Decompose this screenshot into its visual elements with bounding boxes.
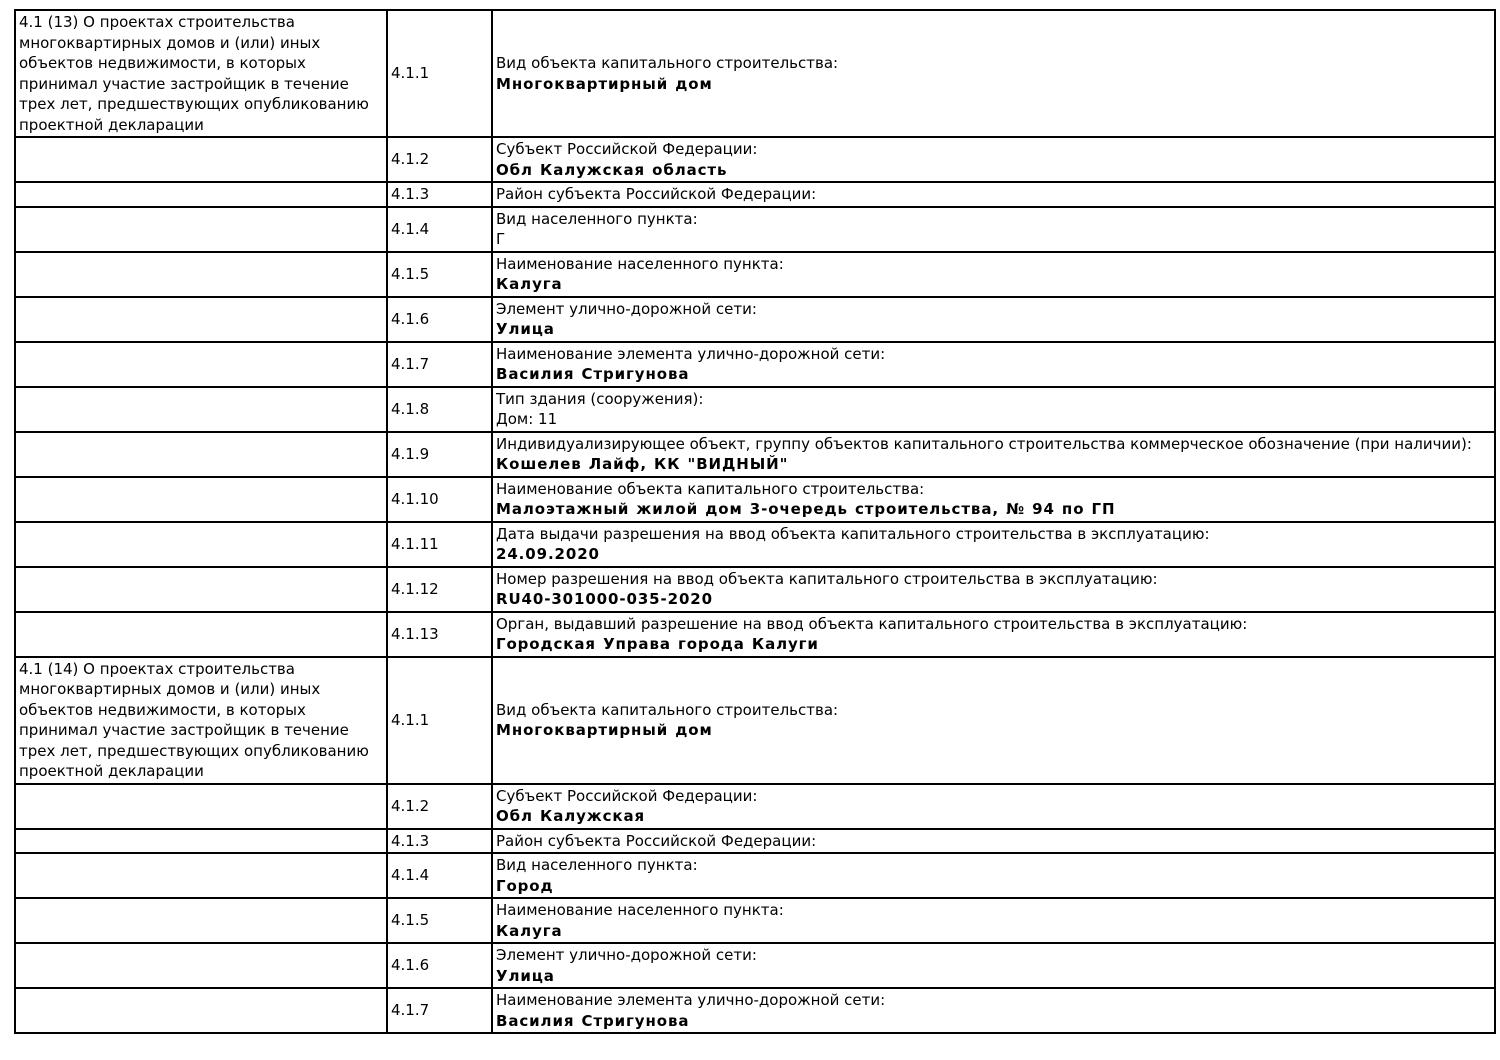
row-number-cell: 4.1.4 xyxy=(387,853,492,898)
field-value: Обл Калужская xyxy=(496,807,646,825)
row-number-cell: 4.1.3 xyxy=(387,829,492,854)
section-header-cell xyxy=(15,342,387,387)
field-value: Василия Стригунова xyxy=(496,1011,690,1030)
field-label: Элемент улично-дорожной сети: xyxy=(496,946,757,964)
field-label: Наименование элемента улично-дорожной сети: xyxy=(496,344,886,363)
section-header-cell xyxy=(15,522,387,567)
section-header-cell xyxy=(15,853,387,898)
section-header-cell: 4.1 (14) О проектах строительства многоквартирных домов и (или) иных объектов недвижимости, в которых принимал участие застройщик в течение трех лет, предшествующих опубликованию проектной декларации xyxy=(15,657,387,784)
row-number-cell: 4.1.7 xyxy=(387,342,492,387)
section-header-cell xyxy=(15,988,387,1033)
table-row xyxy=(15,137,1495,182)
field-value: Василия Стригунова xyxy=(496,365,690,383)
row-number-cell: 4.1.9 xyxy=(387,432,492,477)
row-content-cell xyxy=(492,853,1495,898)
section-header-cell xyxy=(15,943,387,988)
section-header-cell xyxy=(15,252,387,297)
row-content-cell xyxy=(492,829,1495,854)
field-value: RU40-301000-035-2020 xyxy=(496,590,713,608)
row-number-cell: 4.1.6 xyxy=(387,297,492,342)
section-header-cell: 4.1 (13) О проектах строительства многоквартирных домов и (или) иных объектов недвижимости, в которых принимал участие застройщик в течение трех лет, предшествующих опубликованию проектной декларации xyxy=(15,10,387,137)
field-label: Вид объекта капитального строительства: xyxy=(496,700,839,719)
field-value: Калуга xyxy=(496,275,563,293)
declaration-table xyxy=(14,9,1496,1034)
field-label: Элемент улично-дорожной сети: xyxy=(496,299,757,318)
row-content-cell xyxy=(492,988,1495,1033)
table-row xyxy=(15,432,1495,477)
field-label: Район субъекта Российской Федерации: xyxy=(496,185,817,203)
table-row xyxy=(15,252,1495,297)
section-header-cell xyxy=(15,567,387,612)
field-value: Кошелев Лайф, КК "ВИДНЫЙ" xyxy=(496,455,789,473)
table-row xyxy=(15,477,1495,522)
field-label: Субъект Российской Федерации: xyxy=(496,140,758,158)
row-number-cell: 4.1.11 xyxy=(387,522,492,567)
field-value: Дом: 11 xyxy=(496,410,558,428)
row-content-cell xyxy=(492,943,1495,988)
field-value: Улица xyxy=(496,966,555,985)
table-row xyxy=(15,567,1495,612)
field-value: Многоквартирный дом xyxy=(496,721,713,739)
field-label: Наименование населенного пункта: xyxy=(496,254,784,273)
row-number-cell: 4.1.5 xyxy=(387,252,492,297)
row-number-cell: 4.1.10 xyxy=(387,477,492,522)
section-header-cell xyxy=(15,432,387,477)
row-number-cell: 4.1.13 xyxy=(387,612,492,657)
section-header-cell xyxy=(15,477,387,522)
table-row xyxy=(15,207,1495,252)
row-content-cell xyxy=(492,342,1495,387)
section-header-cell xyxy=(15,207,387,252)
field-label: Субъект Российской Федерации: xyxy=(496,786,758,805)
row-number-cell: 4.1.8 xyxy=(387,387,492,432)
row-number-cell: 4.1.2 xyxy=(387,137,492,182)
table-row xyxy=(15,988,1495,1033)
row-content-cell xyxy=(492,522,1495,567)
row-content-cell xyxy=(492,898,1495,943)
table-row xyxy=(15,943,1495,988)
field-label: Индивидуализирующее объект, группу объектов капитального строительства коммерческое обозначение (при наличии): xyxy=(496,434,1472,453)
table-row xyxy=(15,342,1495,387)
table-row xyxy=(15,612,1495,657)
declaration-table-body xyxy=(15,10,1495,1033)
section-header-cell xyxy=(15,137,387,182)
field-label: Дата выдачи разрешения на ввод объекта капитального строительства в эксплуатацию: xyxy=(496,524,1210,543)
row-content-cell xyxy=(492,252,1495,297)
row-content-cell xyxy=(492,182,1495,207)
field-value: Обл Калужская область xyxy=(496,160,728,179)
row-content-cell xyxy=(492,612,1495,657)
row-content-cell xyxy=(492,432,1495,477)
row-content-cell xyxy=(492,657,1495,784)
row-number-cell: 4.1.1 xyxy=(387,10,492,137)
section-header-cell xyxy=(15,784,387,829)
row-number-cell: 4.1.5 xyxy=(387,898,492,943)
field-label: Наименование объекта капитального строительства: xyxy=(496,479,925,498)
field-label: Вид объекта капитального строительства: xyxy=(496,54,839,72)
row-number-cell: 4.1.12 xyxy=(387,567,492,612)
table-row xyxy=(15,182,1495,207)
field-value: Улица xyxy=(496,320,555,338)
table-row xyxy=(15,829,1495,854)
table-row xyxy=(15,784,1495,829)
row-number-cell: 4.1.1 xyxy=(387,657,492,784)
section-header-cell xyxy=(15,898,387,943)
field-label: Вид населенного пункта: xyxy=(496,856,698,874)
row-number-cell: 4.1.4 xyxy=(387,207,492,252)
field-value: Город xyxy=(496,876,554,895)
row-number-cell: 4.1.6 xyxy=(387,943,492,988)
row-number-cell: 4.1.3 xyxy=(387,182,492,207)
field-label: Наименование элемента улично-дорожной сети: xyxy=(496,991,886,1009)
row-content-cell xyxy=(492,784,1495,829)
table-row xyxy=(15,522,1495,567)
table-row xyxy=(15,297,1495,342)
field-label: Номер разрешения на ввод объекта капитального строительства в эксплуатацию: xyxy=(496,569,1158,588)
row-content-cell xyxy=(492,10,1495,137)
row-content-cell xyxy=(492,207,1495,252)
field-label: Вид населенного пункта: xyxy=(496,209,698,228)
field-value: Многоквартирный дом xyxy=(496,74,713,93)
field-label: Орган, выдавший разрешение на ввод объекта капитального строительства в эксплуатацию: xyxy=(496,614,1248,633)
field-value: 24.09.2020 xyxy=(496,545,600,563)
table-row xyxy=(15,10,1495,137)
row-number-cell: 4.1.2 xyxy=(387,784,492,829)
section-header-cell xyxy=(15,297,387,342)
table-row xyxy=(15,853,1495,898)
field-label: Район субъекта Российской Федерации: xyxy=(496,831,817,850)
field-value: Городская Управа города Калуги xyxy=(496,635,819,653)
field-label: Тип здания (сооружения): xyxy=(496,389,704,408)
row-number-cell: 4.1.7 xyxy=(387,988,492,1033)
field-value: Калуга xyxy=(496,921,563,940)
table-row xyxy=(15,898,1495,943)
table-row xyxy=(15,387,1495,432)
row-content-cell xyxy=(492,477,1495,522)
section-header-cell xyxy=(15,182,387,207)
field-value: Малоэтажный жилой дом 3-очередь строительства, № 94 по ГП xyxy=(496,500,1116,518)
table-row xyxy=(15,657,1495,784)
row-content-cell xyxy=(492,567,1495,612)
row-content-cell xyxy=(492,387,1495,432)
section-header-cell xyxy=(15,612,387,657)
field-label: Наименование населенного пункта: xyxy=(496,901,784,919)
row-content-cell xyxy=(492,297,1495,342)
field-value: Г xyxy=(496,230,506,248)
section-header-cell xyxy=(15,387,387,432)
section-header-cell xyxy=(15,829,387,854)
row-content-cell xyxy=(492,137,1495,182)
